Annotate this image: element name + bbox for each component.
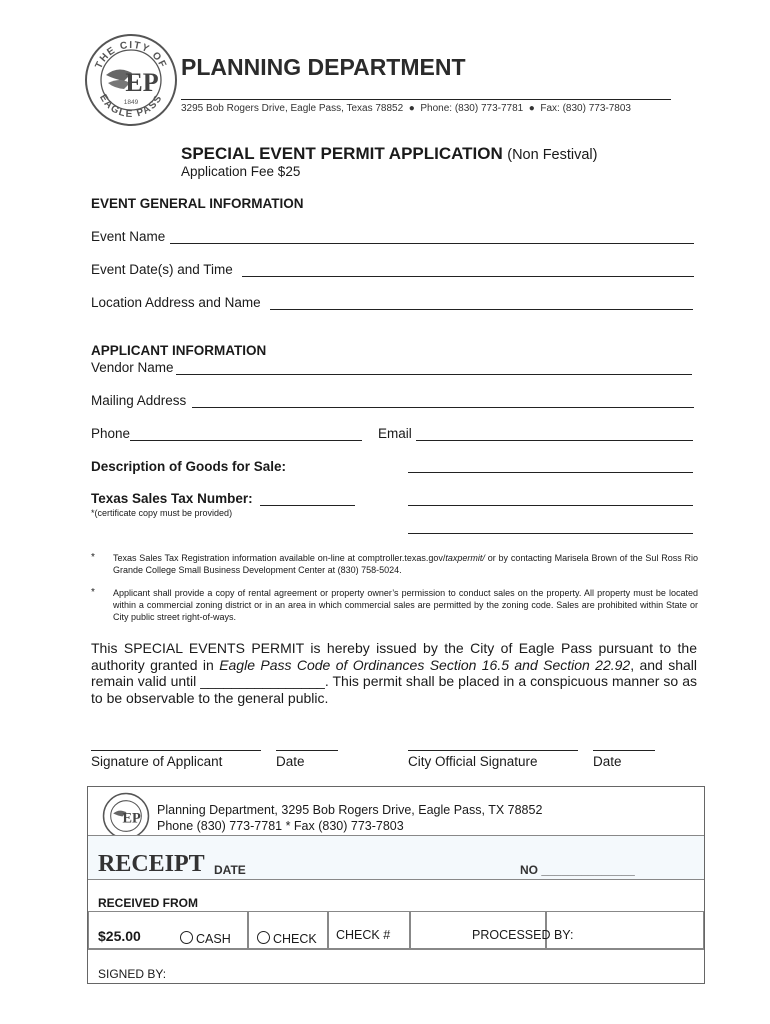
svg-text:EP: EP [125,68,159,97]
permit-statement [91,640,697,706]
address-text: 3295 Bob Rogers Drive, Eagle Pass, Texas 78852 [181,103,404,114]
tax-number-label: Texas Sales Tax Number: [91,491,253,506]
department-title: PLANNING DEPARTMENT [181,54,466,80]
note-1-text-italic: taxpermit/ [445,553,485,563]
check-label: CHECK [273,932,317,946]
note-1 [113,552,698,576]
received-from-label: RECEIVED FROM [98,896,199,910]
note-1-text-b: or by contacting Marisela Brown of the Sul Ross Rio Grande College Small Business Development Center at (830) 758-5024. [113,553,699,575]
phone-text: Phone: (830) 773-7781 [420,103,524,114]
goods-field-3[interactable] [408,533,693,534]
form-title [181,144,597,164]
event-dates-label: Event Date(s) and Time [91,262,233,277]
applicant-signature-label: Signature of Applicant [91,754,223,769]
official-signature-line[interactable] [408,750,578,751]
receipt-title: RECEIPT [98,851,205,877]
signed-by-label[interactable]: SIGNED BY: [98,967,167,981]
cash-radio-icon[interactable] [180,931,193,944]
check-option[interactable] [257,931,317,946]
svg-text:1849: 1849 [123,99,139,106]
vendor-name-field[interactable] [176,374,692,375]
goods-field-1[interactable] [408,472,693,473]
applicant-signature-line[interactable] [91,750,261,751]
receipt-date-label: DATE [214,863,246,877]
header-rule [181,99,671,100]
official-signature-label: City Official Signature [408,754,538,769]
processed-by-label[interactable]: PROCESSED BY: [472,928,574,942]
date-line-1[interactable] [276,750,338,751]
note-2: Applicant shall provide a copy of rental agreement or property owner’s permission to conduct sales on the property. All property must be located within a commercial zoning district or in an area in which commercial sales are permitted by the zoning code. Sales are prohibited within State or City public street right-of-ways. [113,588,698,622]
header-address: 3295 Bob Rogers Drive, Eagle Pass, Texas 78852 ● Phone: (830) 773-7781 ● Fax: (830) 773-7803 [181,103,631,114]
goods-label: Description of Goods for Sale: [91,459,287,474]
location-field[interactable] [270,309,693,310]
receipt-contact: Phone (830) 773-7781 * Fax (830) 773-7803 [157,819,404,833]
cash-option[interactable] [180,931,231,946]
event-section-heading: EVENT GENERAL INFORMATION [91,196,304,211]
receipt-seal-logo [102,792,150,840]
svg-text:EAGLE PASS: EAGLE PASS [97,92,165,121]
application-fee: Application Fee $25 [181,164,301,179]
location-label: Location Address and Name [91,295,261,310]
cash-label: CASH [196,932,231,946]
receipt-amount: $25.00 [98,928,141,944]
note-1-text-a: Texas Sales Tax Registration information available on-line at comptroller.texas.gov/ [113,553,446,563]
tax-number-field[interactable] [260,505,355,506]
date-label-1: Date [276,754,305,769]
receipt-number[interactable]: NO ______________ [520,863,635,877]
check-radio-icon[interactable] [257,931,270,944]
applicant-section-heading: APPLICANT INFORMATION [91,343,267,358]
email-label: Email [378,426,412,441]
form-title-suffix: (Non Festival) [507,147,598,163]
event-name-field[interactable] [170,243,694,244]
check-number-label[interactable]: CHECK # [336,928,391,942]
mailing-address-label: Mailing Address [91,393,187,408]
svg-text:THE CITY OF: THE CITY OF [93,39,169,71]
note-mark-1: * [91,552,95,563]
date-label-2: Date [593,754,622,769]
form-title-main: SPECIAL EVENT PERMIT APPLICATION [181,144,503,163]
event-dates-field[interactable] [242,276,694,277]
tax-note: *(certificate copy must be provided) [91,508,233,518]
svg-text:EP: EP [122,810,141,827]
receipt-box [87,786,705,984]
permit-text-italic: Eagle Pass Code of Ordinances Section 16.5 and Section 22.92 [219,656,631,673]
permit-text-a: This SPECIAL EVENTS PERMIT is hereby issued by the City of Eagle Pass pursuant to the authority granted in [91,640,697,673]
phone-field[interactable] [130,440,362,441]
receipt-address: Planning Department, 3295 Bob Rogers Drive, Eagle Pass, TX 78852 [157,803,543,817]
goods-field-2[interactable] [408,505,693,506]
fax-text: Fax: (830) 773-7803 [540,103,631,114]
city-seal-logo [84,33,178,127]
mailing-address-field[interactable] [192,407,694,408]
vendor-name-label: Vendor Name [91,360,174,375]
event-name-label: Event Name [91,229,166,244]
permit-text-b: , and shall remain valid until ________________. This permit shall be placed in a conspicuous manner so as to be observable to the general public. [91,656,697,706]
phone-label: Phone [91,426,131,441]
date-line-2[interactable] [593,750,655,751]
email-field[interactable] [416,440,693,441]
note-mark-2: * [91,587,95,598]
